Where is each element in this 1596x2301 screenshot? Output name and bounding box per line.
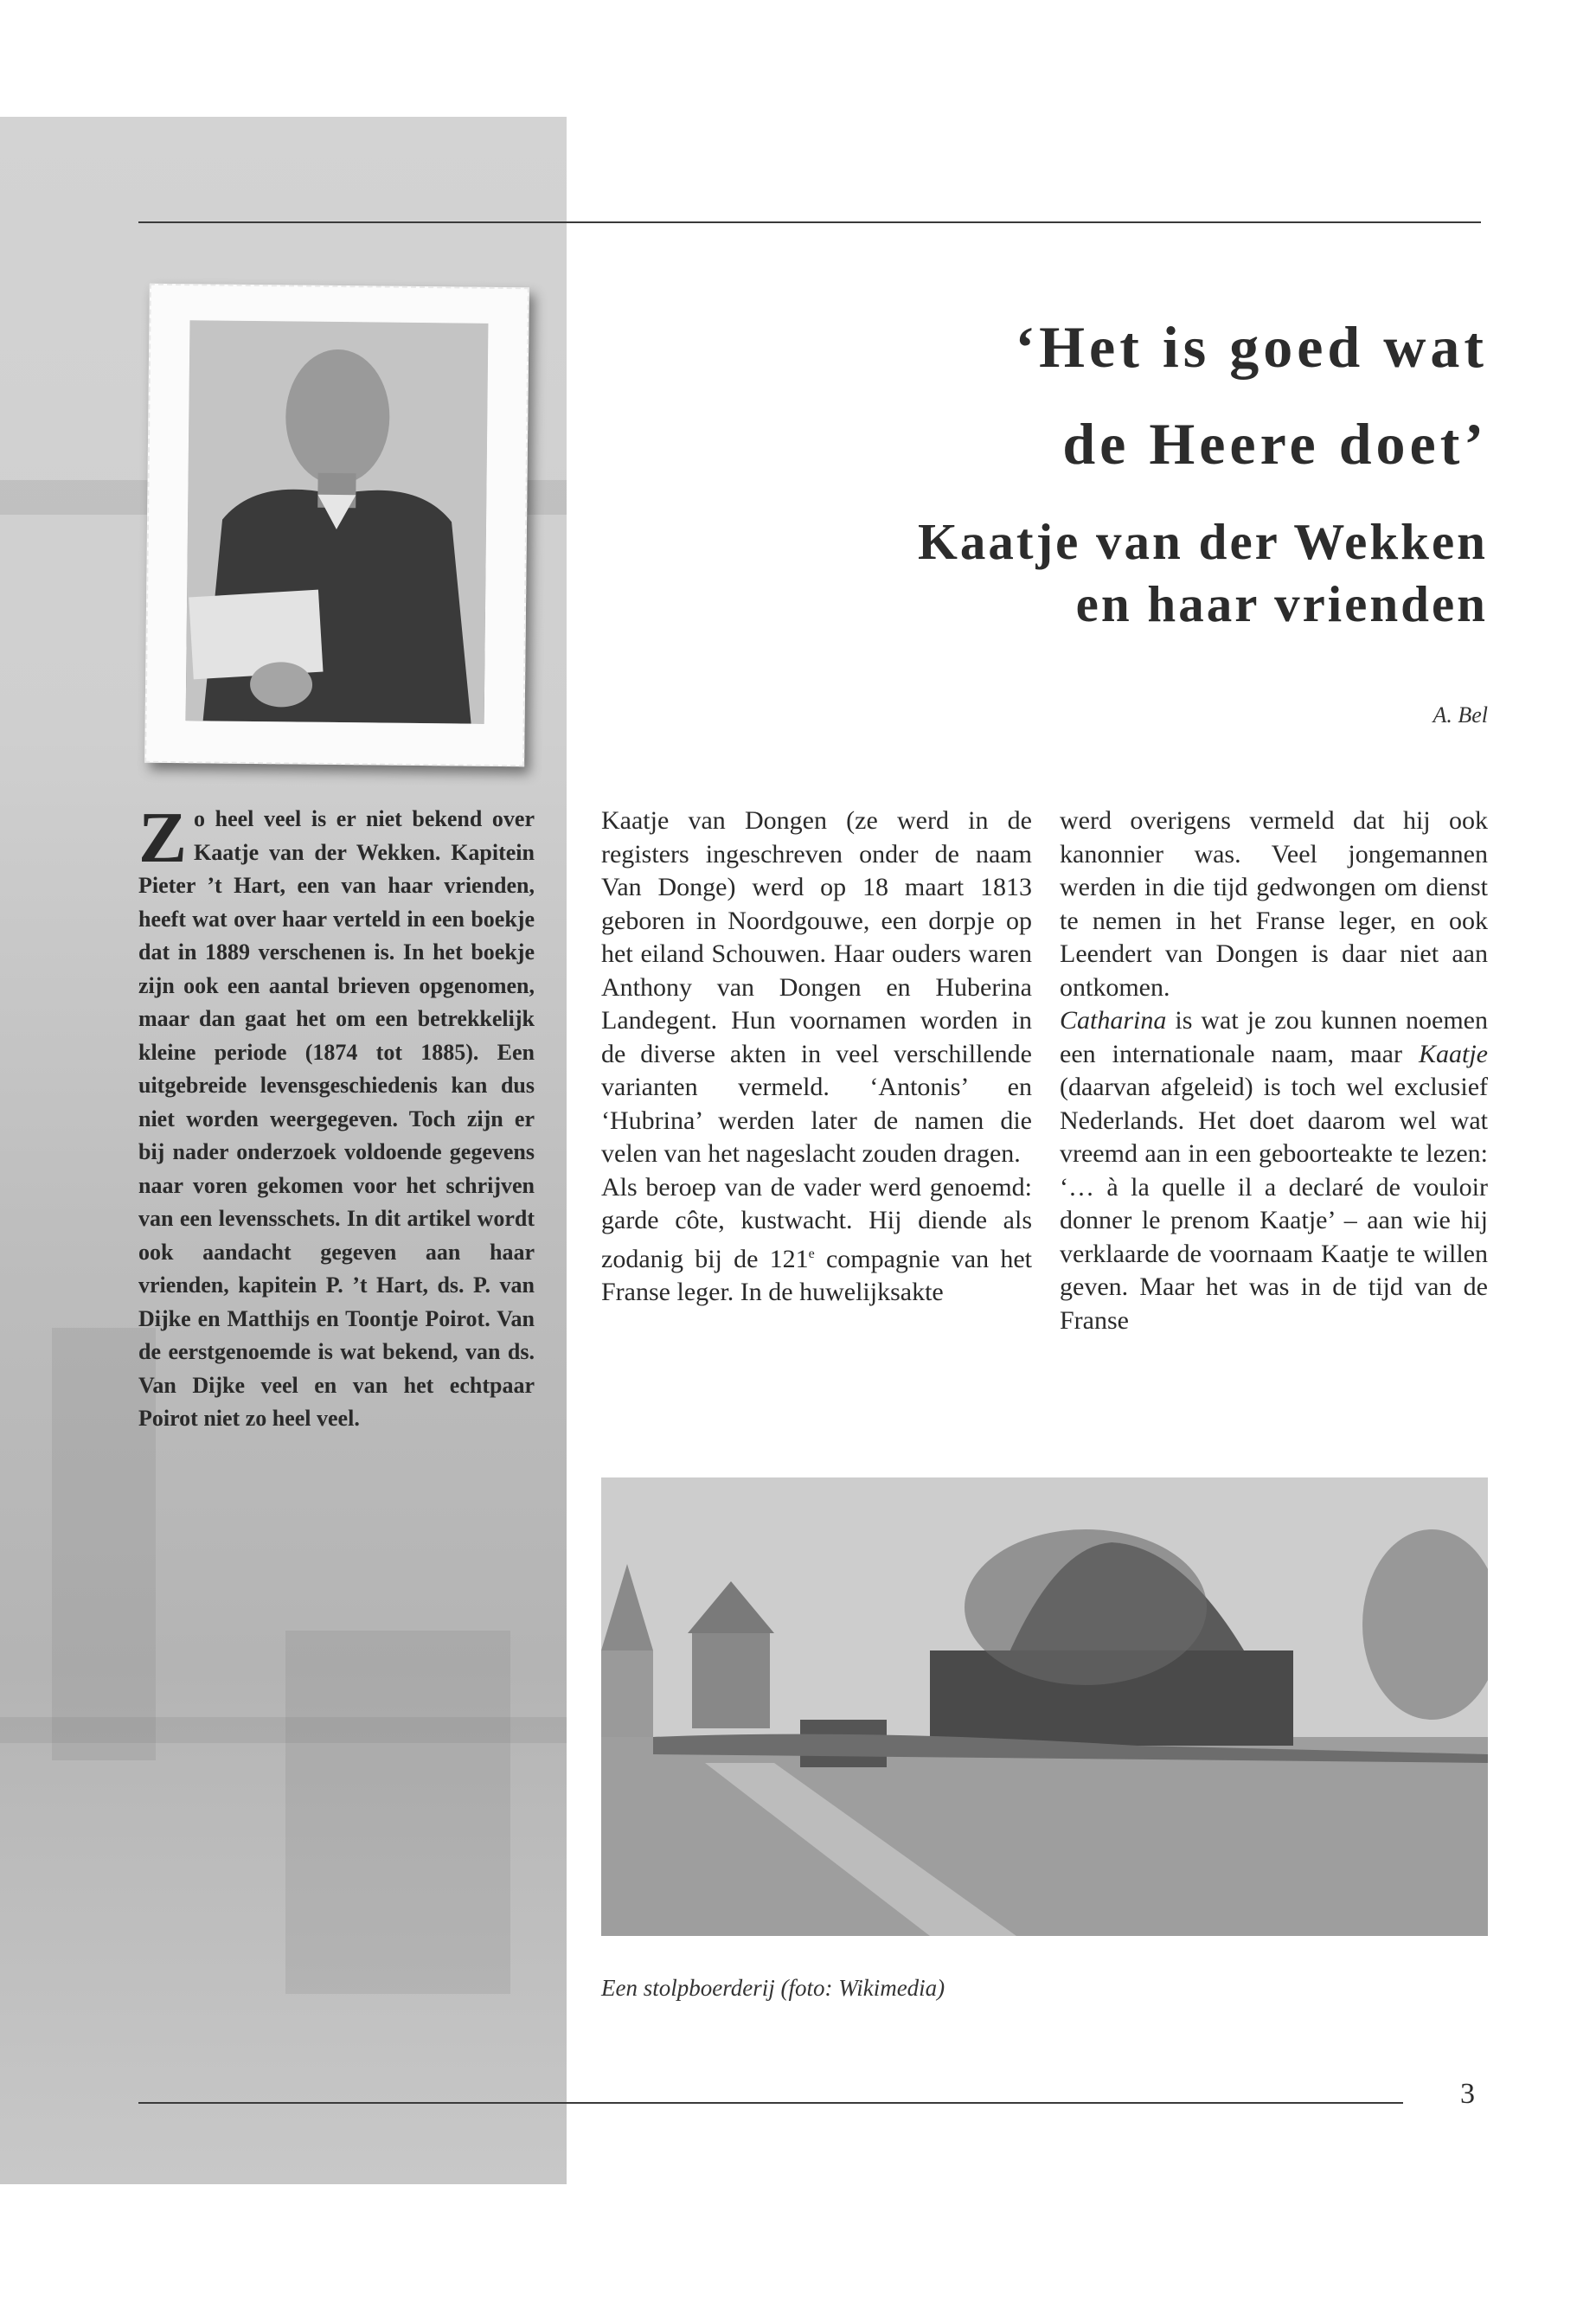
drop-cap: Z (138, 798, 188, 878)
column2-p2-part2: (daarvan afgeleid) is toch wel exclusief Nederlands. Het doet daarom wel wat vreemd aan in een geboorteakte te lezen: ‘… à la quelle il a declaré de vouloir donner le prenom Kaatje’ – aan wie hij verklaarde de voornaam Kaatje te willen geven. Maar het was in de tijd van de Franse (1060, 1073, 1488, 1335)
column1-p2-part2: compagnie van het Franse leger. In de huwelijksakte (601, 1244, 1032, 1306)
portrait-photo (186, 320, 489, 724)
body-column-2 (1060, 804, 1488, 1337)
top-rule (138, 221, 1481, 223)
column2-paragraph-2 (1060, 1004, 1488, 1337)
body-column-1 (601, 804, 1032, 1310)
column1-p2-part1: Als beroep van de vader werd genoemd: garde côte, kustwacht. Hij diende als zodanig bij de 121 (601, 1172, 1032, 1273)
intro-text: o heel veel is er niet bekend over Kaatje van der Wekken. Kapitein Pieter ’t Hart, een van haar vrienden, heeft wat over haar verteld in een boekje dat in 1889 verschenen is. In het boekje zijn ook een aantal brieven opgenomen, maar dan gaat het om een betrekkelijk kleine periode (1874 tot 1885). Een uitgebreide levensgeschiedenis kan dus niet worden weergegeven. Toch zijn er bij nader onderzoek voldoende gegevens naar voren gekomen voor het schrijven van een levensschets. In dit artikel wordt ook aandacht gegeven aan haar vrienden, kapitein P. ’t Hart, ds. P. van Dijke en Matthijs en Toontje Poirot. Van de eerstgenoemde is wat bekend, van ds. Van Dijke veel en van het echtpaar Poirot niet zo heel veel. (138, 806, 535, 1431)
column1-paragraph-1: Kaatje van Dongen (ze werd in de registers ingeschreven onder de naam Van Donge) werd op 18 maart 1813 geboren in Noordgouwe, een dorpje op het eiland Schouwen. Haar ouders waren Anthony van Dongen en Huberina Landegent. Hun voornamen worden in de diverse akten in veel verschillende varianten vermeld. ‘Antonis’ en ‘Hubrina’ werden later de namen die velen van het nageslacht zouden dragen. (601, 806, 1032, 1168)
portrait-photo-frame (144, 284, 529, 767)
article-title: ‘Het is goed wat de Heere doet’ (1015, 314, 1488, 477)
bottom-rule (138, 2102, 1403, 2104)
article-subtitle: Kaatje van der Wekken en haar vrienden (917, 513, 1488, 632)
page-number: 3 (1460, 2078, 1475, 2110)
column2-paragraph-1: werd overigens vermeld dat hij ook kanonnier was. Veel jongemannen werden in die tijd gedwongen om dienst te nemen in het Franse leger, en ook Leendert van Dongen is daar niet aan ontkomen. (1060, 806, 1488, 1002)
farm-illustration (601, 1477, 1488, 1936)
background-photo-shape (285, 1631, 510, 1994)
column1-superscript: e (808, 1246, 815, 1261)
column1-paragraph-2 (601, 1171, 1032, 1310)
intro-paragraph (138, 798, 535, 1436)
portrait-illustration (186, 320, 489, 724)
farm-photo (601, 1477, 1488, 1936)
figure-caption: Een stolpboerderij (foto: Wikimedia) (601, 1975, 945, 2001)
column2-emphasis-kaatje: Kaatje (1419, 1039, 1488, 1068)
column2-emphasis-catharina: Catharina (1060, 1006, 1167, 1035)
article-author: A. Bel (1433, 702, 1488, 727)
column2-p2-part1: is wat je zou kunnen noemen een internationale naam, maar (1060, 1006, 1488, 1068)
